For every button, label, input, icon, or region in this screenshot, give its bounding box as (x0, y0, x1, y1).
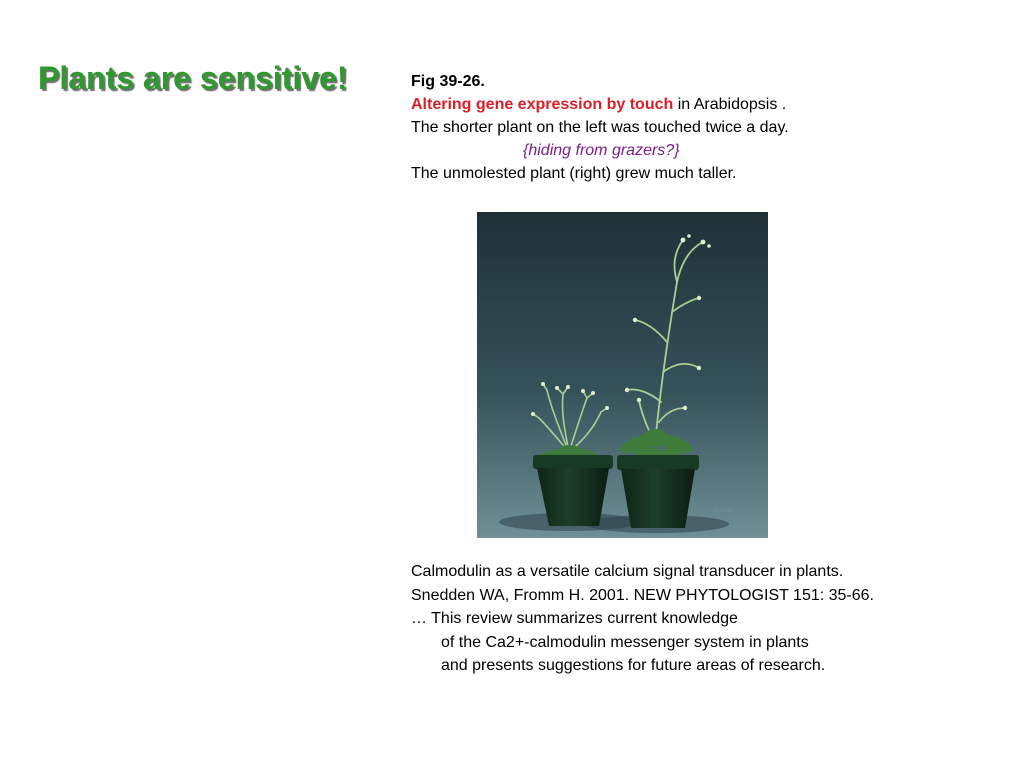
plant-photo (477, 212, 768, 538)
plant-photo-image (477, 212, 768, 538)
reference-summary-3: and presents suggestions for future areas of research. (441, 657, 826, 674)
caption-line-1 (411, 93, 1011, 116)
caption-line-2: The shorter plant on the left was touched twice a day. (411, 119, 789, 136)
reference-summary-1: … This review summarizes current knowledge (411, 610, 738, 627)
fig-label: Fig 39-26. (411, 73, 485, 90)
svg-text:© 2005: © 2005 (713, 508, 733, 514)
caption-line-3: The unmolested plant (right) grew much taller. (411, 165, 737, 182)
reference-block (411, 560, 1011, 678)
reference-citation: Snedden WA, Fromm H. 2001. NEW PHYTOLOGIST 151: 35-66. (411, 586, 874, 604)
caption-highlight: Altering gene expression by touch (411, 96, 674, 113)
reference-title: Calmodulin as a versatile calcium signal transducer in plants. (411, 563, 844, 580)
figure-caption (411, 70, 1011, 185)
slide-title: Plants are sensitive! (38, 60, 348, 96)
caption-aside: {hiding from grazers?} (523, 142, 680, 159)
caption-line-1-rest: in Arabidopsis . (673, 96, 787, 113)
reference-summary-2: of the Ca2+-calmodulin messenger system in plants (441, 633, 809, 651)
